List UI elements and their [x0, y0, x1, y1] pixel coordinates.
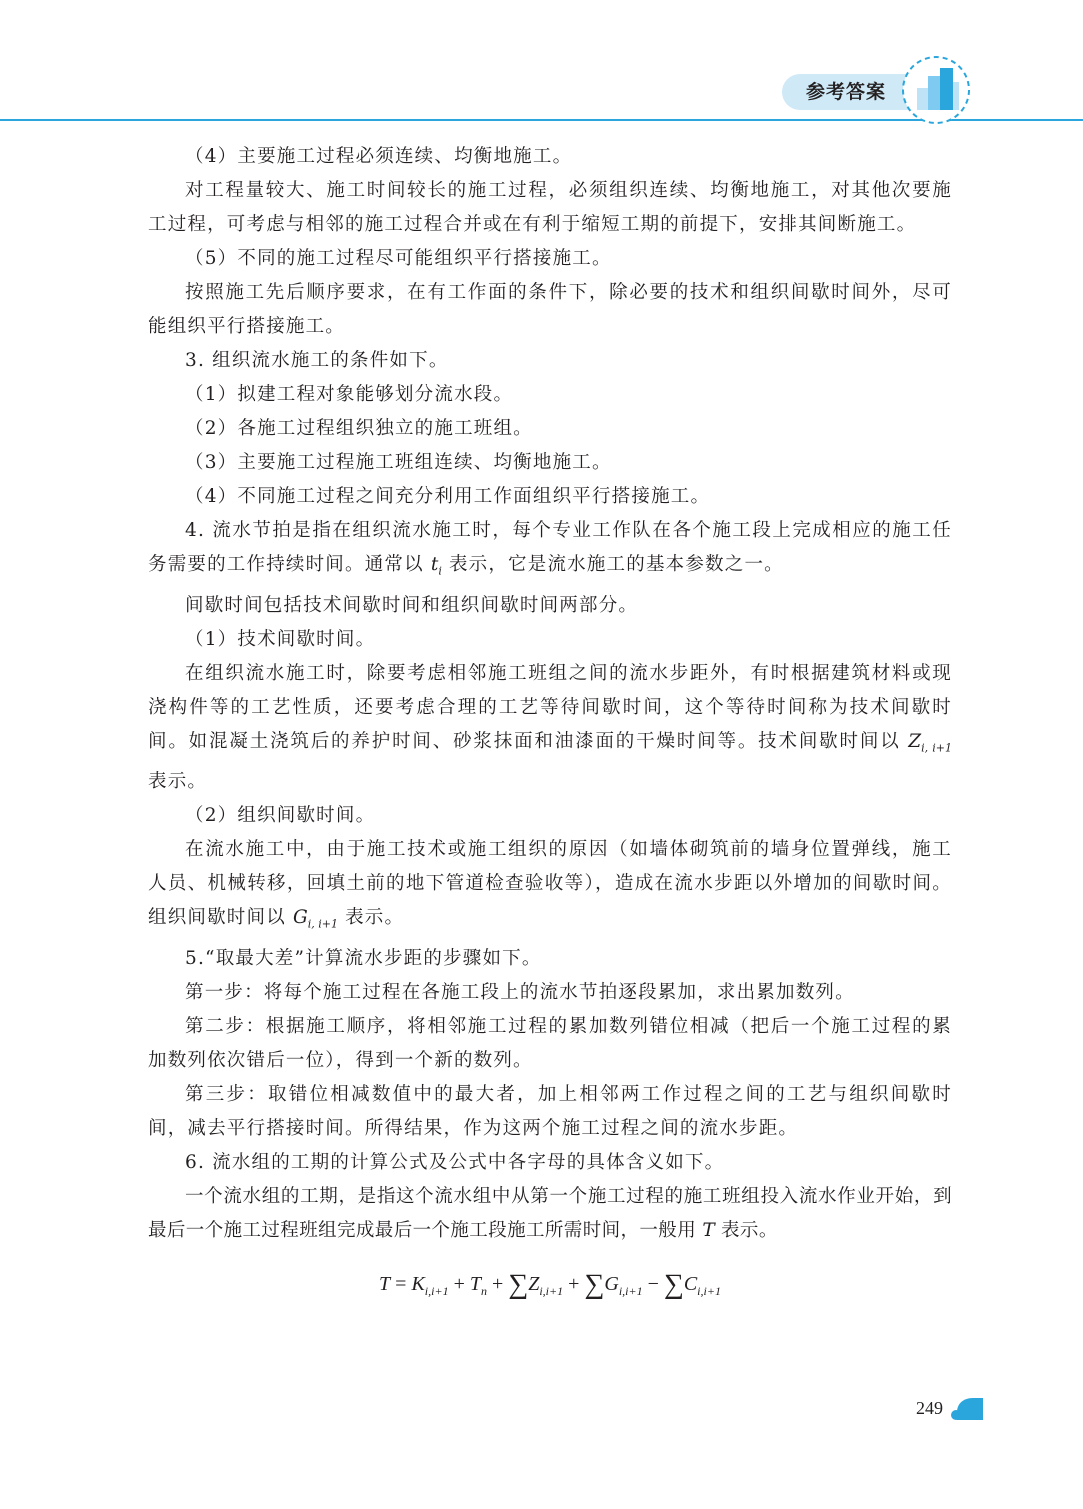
paragraph: （4）主要施工过程必须连续、均衡地施工。 — [185, 146, 573, 167]
formula-subscript: n — [480, 1284, 487, 1299]
math-symbol: t — [430, 554, 439, 575]
paragraph — [148, 514, 952, 589]
math-subscript: i, i+1 — [921, 741, 953, 755]
paragraph: 3. 组织流水施工的条件如下。 — [185, 350, 449, 371]
math-variable — [908, 730, 953, 755]
buildings-icon — [900, 54, 972, 126]
paragraph: 间歇时间包括技术间歇时间和组织间歇时间两部分。 — [185, 594, 639, 616]
page-number: 249 — [916, 1398, 943, 1418]
formula-symbol: Z — [528, 1273, 540, 1296]
paragraph: （5）不同的施工过程尽可能组织平行搭接施工。 — [185, 248, 612, 269]
sigma-symbol: ∑ — [663, 1269, 684, 1301]
paragraph: （1）技术间歇时间。 — [185, 628, 376, 650]
math-subscript: i — [438, 564, 442, 578]
paragraph: 5.“取最大差”计算流水步距的步骤如下。 — [185, 948, 542, 970]
math-symbol: G — [292, 907, 308, 929]
math-variable — [292, 907, 339, 932]
paragraph-text: 一个流水组的工期，是指这个流水组中从第一个施工过程的施工班组投入流水作业开始，到最后一个施工过程班组完成最后一个施工段施工所需时间，一般用 — [148, 1186, 952, 1242]
formula-operator: = — [390, 1273, 412, 1296]
sigma-symbol: ∑ — [584, 1269, 605, 1301]
paragraph: （1）拟建工程对象能够划分流水段。 — [185, 384, 514, 405]
paragraph: （3）主要施工过程施工班组连续、均衡地施工。 — [185, 452, 612, 473]
formula-symbol: G — [604, 1273, 619, 1296]
math-symbol: Z — [908, 730, 922, 752]
paragraph: （2）组织间歇时间。 — [185, 805, 376, 827]
paragraph — [148, 657, 952, 800]
page-content — [148, 140, 952, 1321]
formula-subscript: i,i+1 — [539, 1284, 564, 1299]
paragraph: 第一步：将每个施工过程在各施工段上的流水节拍逐段累加，求出累加数列。 — [185, 982, 855, 1004]
formula-operator: + — [563, 1273, 585, 1296]
paragraph-text: 表示。 — [148, 771, 208, 793]
paragraph-text: 表示。 — [338, 907, 405, 929]
formula-symbol: K — [411, 1273, 425, 1296]
formula-operator: + — [448, 1273, 470, 1296]
math-subscript: i, i+1 — [307, 918, 339, 932]
formula-symbol: T — [379, 1273, 391, 1296]
paragraph-text: 表示。 — [714, 1220, 778, 1242]
paragraph: 第三步：取错位相减数值中的最大者，加上相邻两工作过程之间的工艺与组织间歇时间，减去平行搭接时间。所得结果，作为这两个施工过程之间的流水步距。 — [148, 1084, 952, 1140]
formula-symbol: T — [469, 1273, 481, 1296]
sigma-symbol: ∑ — [508, 1269, 529, 1301]
paragraph-text: 表示，它是流水施工的基本参数之一。 — [441, 554, 784, 575]
paragraph — [148, 833, 952, 942]
paragraph — [148, 1180, 952, 1248]
paragraph: 对工程量较大、施工时间较长的施工过程，必须组织连续、均衡地施工，对其他次要施工过程，可考虑与相邻的施工过程合并或在有利于缩短工期的前提下，安排其间断施工。 — [148, 180, 952, 235]
formula-symbol: C — [683, 1273, 698, 1296]
page-corner-icon — [951, 1398, 983, 1420]
paragraph-text: 4. 流水节拍是指在组织流水施工时，每个专业工作队在各个施工段上完成相应的施工任务需要的工作持续时间。通常以 — [148, 520, 952, 575]
paragraph-text: 在组织流水施工时，除要考虑相邻施工班组之间的流水步距外，有时根据建筑材料或现浇构件等的工艺性质，还要考虑合理的工艺等待间歇时间，这个等待时间称为技术间歇时间。如混凝土浇筑后的养护时间、砂浆抹面和油漆面的干燥时间等。技术间歇时间以 — [148, 662, 952, 752]
paragraph: 按照施工先后顺序要求，在有工作面的条件下，除必要的技术和组织间歇时间外，尽可能组织平行搭接施工。 — [148, 282, 952, 337]
formula-operator: − — [642, 1273, 664, 1296]
paragraph: 第二步：根据施工顺序，将相邻施工过程的累加数列错位相减（把后一个施工过程的累加数列依次错后一位），得到一个新的数列。 — [148, 1016, 952, 1072]
paragraph: （2）各施工过程组织独立的施工班组。 — [185, 418, 533, 439]
formula-subscript: i,i+1 — [697, 1284, 721, 1299]
formula-operator: + — [486, 1273, 509, 1296]
paragraph: （4）不同施工过程之间充分利用工作面组织平行搭接施工。 — [185, 486, 711, 507]
paragraph-text: 在流水施工中，由于施工技术或施工组织的原因（如墙体砌筑前的墙身位置弹线，施工人员、机械转移，回填土前的地下管道检查验收等），造成在流水步距以外增加的间歇时间。组织间歇时间以 — [148, 839, 952, 929]
section-badge-label: 参考答案 — [806, 81, 887, 103]
formula-subscript: i,i+1 — [618, 1284, 643, 1299]
paragraph: 6. 流水组的工期的计算公式及公式中各字母的具体含义如下。 — [185, 1152, 725, 1174]
math-symbol: T — [702, 1220, 715, 1242]
duration-formula — [148, 1254, 952, 1321]
formula-subscript: i,i+1 — [424, 1284, 449, 1299]
math-variable — [430, 554, 442, 578]
